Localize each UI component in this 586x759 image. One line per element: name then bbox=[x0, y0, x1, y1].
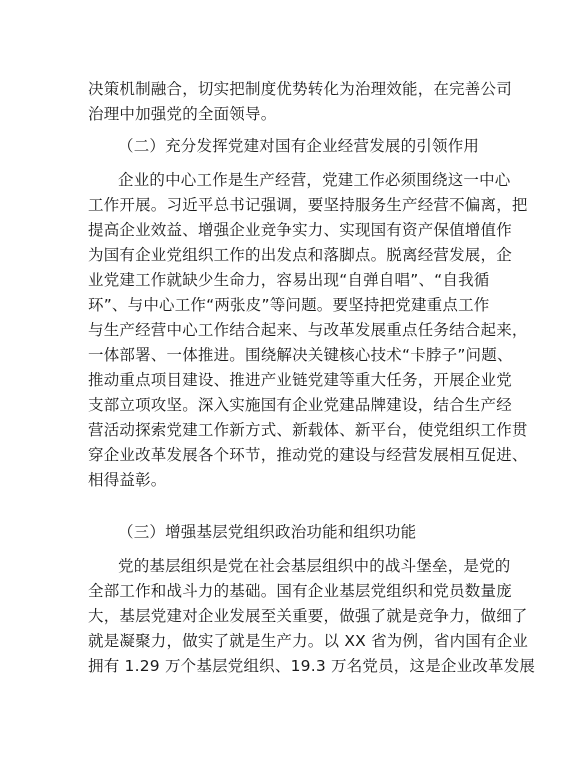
paragraph-line: 全部工作和战斗力的基础。国有企业基层党组织和党员数量庞 bbox=[88, 582, 512, 600]
paragraph-line: 为国有企业党组织工作的出发点和落脚点。脱离经营发展，企 bbox=[88, 246, 512, 264]
paragraph-line: 穿企业改革发展各个环节，推动党的建设与经营发展相互促进、 bbox=[88, 446, 528, 464]
paragraph-line: 与生产经营中心工作结合起来、与改革发展重点任务结合起来， bbox=[88, 321, 528, 339]
paragraph-line: 拥有 1.29 万个基层党组织、19.3 万名党员，这是企业改革发展 bbox=[88, 657, 536, 675]
section-heading: （二）充分发挥党建对国有企业经营发展的引领作用 bbox=[118, 137, 480, 155]
paragraph-line: 企业的中心工作是生产经营，党建工作必须围绕这一中心 bbox=[118, 171, 511, 189]
paragraph-line: 支部立项攻坚。深入实施国有企业党建品牌建设，结合生产经 bbox=[88, 396, 512, 414]
section-heading: （三）增强基层党组织政治功能和组织功能 bbox=[118, 523, 417, 541]
paragraph-line: 业党建工作就缺少生命力，容易出现“自弹自唱”、“自我循 bbox=[88, 271, 490, 289]
paragraph-line: 环”、与中心工作“两张皮”等问题。要坚持把党建重点工作 bbox=[88, 296, 490, 314]
paragraph-line: 党的基层组织是党在社会基层组织中的战斗堡垒，是党的 bbox=[118, 557, 511, 575]
paragraph-line: 治理中加强党的全面领导。 bbox=[88, 105, 277, 123]
paragraph-line: 提高企业效益、增强企业竞争实力、实现国有资产保值增值作 bbox=[88, 221, 512, 239]
paragraph-line: 工作开展。习近平总书记强调，要坚持服务生产经营不偏离，把 bbox=[88, 196, 528, 214]
paragraph-line: 相得益彰。 bbox=[88, 471, 167, 489]
paragraph-line: 一体部署、一体推进。围绕解决关键核心技术“卡脖子”问题、 bbox=[88, 346, 513, 364]
paragraph-line: 决策机制融合，切实把制度优势转化为治理效能，在完善公司 bbox=[88, 80, 512, 98]
paragraph-line: 就是凝聚力，做实了就是生产力。以 XX 省为例，省内国有企业 bbox=[88, 632, 529, 650]
paragraph-line: 大，基层党建对企业发展至关重要，做强了就是竞争力，做细了 bbox=[88, 607, 528, 625]
paragraph-line: 营活动探索党建工作新方式、新载体、新平台，使党组织工作贯 bbox=[88, 421, 528, 439]
paragraph-line: 推动重点项目建设、推进产业链党建等重大任务，开展企业党 bbox=[88, 371, 512, 389]
